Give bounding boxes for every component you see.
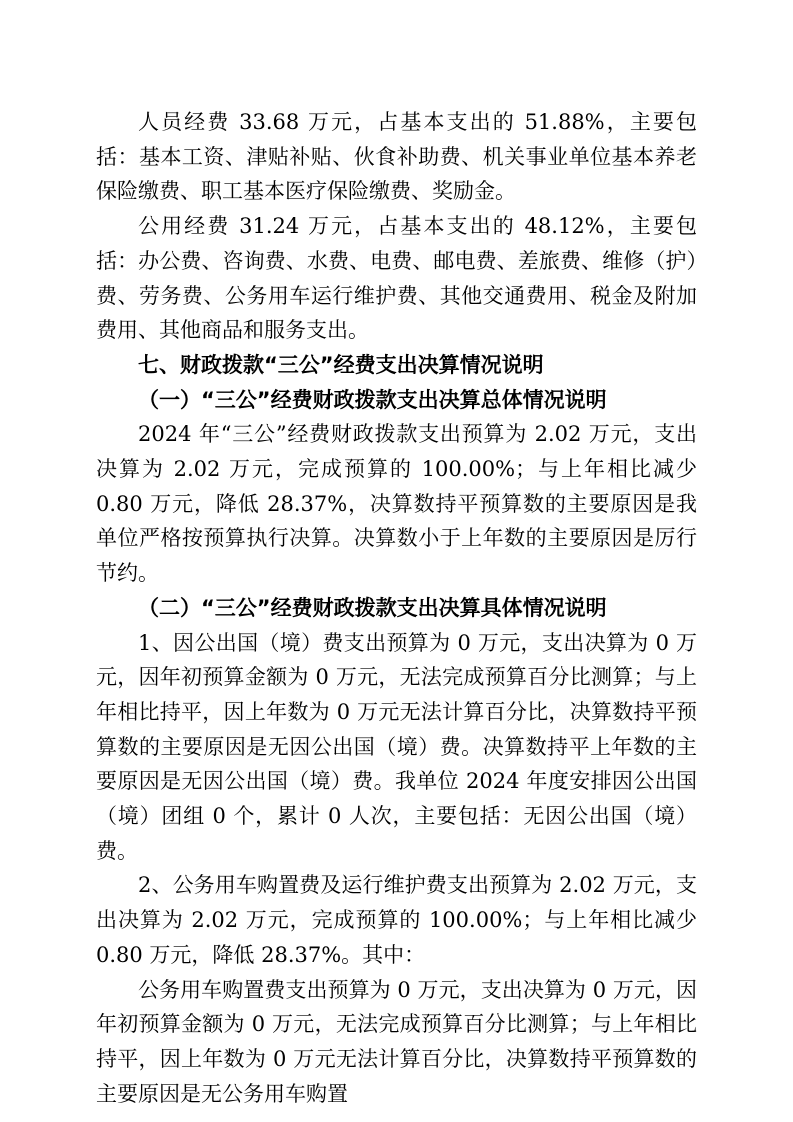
para-official-vehicle-expense: 2、公务用车购置费及运行维护费支出预算为 2.02 万元，支出决算为 2.02 万元，完成预算的 100.00%；与上年相比减少 0.80 万元，降低 28.37%。其中：	[96, 873, 697, 967]
para-personnel-funds: 人员经费 33.68 万元，占基本支出的 51.88%，主要包括：基本工资、津贴补贴、伙食补助费、机关事业单位基本养老保险缴费、职工基本医疗保险缴费、奖励金。	[96, 110, 697, 204]
para-public-funds: 公用经费 31.24 万元，占基本支出的 48.12%，主要包括：办公费、咨询费、水费、电费、邮电费、差旅费、维修（护）费、劳务费、公务用车运行维护费、其他交通费用、税金及附加费用、其他商品和服务支出。	[96, 214, 697, 343]
para-sangong-overall-situation: 2024 年“三公”经费财政拨款支出预算为 2.02 万元，支出决算为 2.02 万元，完成预算的 100.00%；与上年相比减少 0.80 万元，降低 28.37%，决算数持平预算数的主要原因是我单位严格按预算执行决算。决算数小于上年数的主要原因是厉行节约。	[96, 422, 697, 586]
para-vehicle-purchase-expense: 公务用车购置费支出预算为 0 万元，支出决算为 0 万元，因年初预算金额为 0 万元，无法完成预算百分比测算；与上年相比持平，因上年数为 0 万元无法计算百分比，决算数持平预算数的主要原因是无公务用车购置	[96, 977, 697, 1106]
para-overseas-trip-expense: 1、因公出国（境）费支出预算为 0 万元，支出决算为 0 万元，因年初预算金额为 0 万元，无法完成预算百分比测算；与上年相比持平，因上年数为 0 万元无法计算百分比，决算数持平预算数的主要原因是无因公出国（境）费。决算数持平上年数的主要原因是无因公出国（境）费。我单位 2024 年度安排因公出国（境）团组 0 个，累计 0 人次，主要包括：无因公出国（境）费。	[96, 630, 697, 863]
heading-subsection-two-specific: （二）“三公”经费财政拨款支出决算具体情况说明	[138, 595, 607, 620]
heading-section-seven-sangong-expenses: 七、财政拨款“三公”经费支出决算情况说明	[138, 352, 544, 377]
heading-subsection-one-overall: （一）“三公”经费财政拨款支出决算总体情况说明	[138, 387, 607, 412]
